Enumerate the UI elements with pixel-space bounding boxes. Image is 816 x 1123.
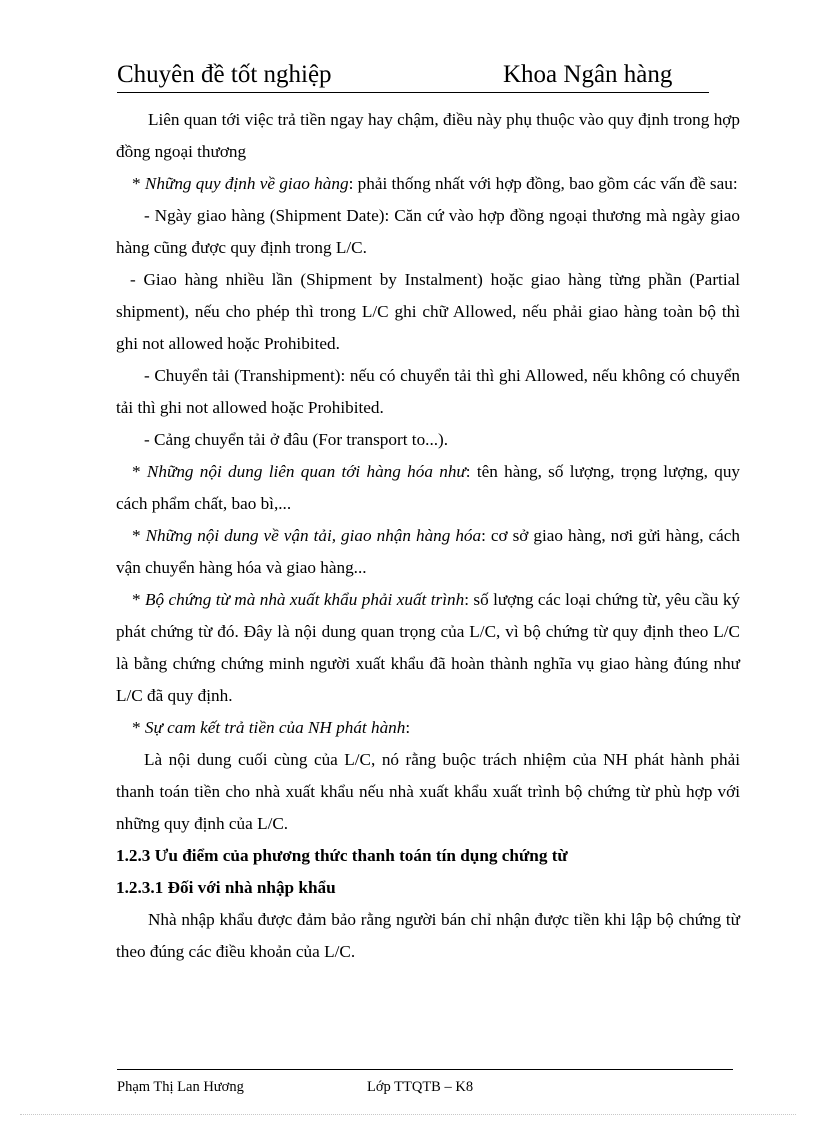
paragraph: - Chuyển tải (Transhipment): nếu có chuyển tải thì ghi Allowed, nếu không có chuyển tải thì ghi not allowed hoặc Prohibited. [116,366,740,417]
paragraph: Liên quan tới việc trả tiền ngay hay chậm, điều này phụ thuộc vào quy định trong hợp đồng ngoại thương [116,110,740,161]
document-body [116,104,740,968]
paragraph: * Những nội dung về vận tải, giao nhận hàng hóa: cơ sở giao hàng, nơi gửi hàng, cách vận chuyển hàng hóa và giao hàng... [116,526,740,577]
header-left-title: Chuyên đề tốt nghiệp [117,61,332,88]
footer-author: Phạm Thị Lan Hương [117,1079,244,1095]
footer-divider [117,1069,733,1070]
subsection-heading: 1.2.3.1 Đối với nhà nhập khẩu [116,878,336,897]
page-header [117,58,709,93]
paragraph: - Cảng chuyển tải ở đâu (For transport to...). [144,430,449,449]
header-right-title: Khoa Ngân hàng [503,61,673,88]
paragraph: - Giao hàng nhiều lần (Shipment by Instalment) hoặc giao hàng từng phần (Partial shipment), nếu cho phép thì trong L/C ghi chữ Allowed, nếu phải giao hàng toàn bộ thì ghi not allowed hoặc Prohibited. [116,270,740,353]
paragraph: * Bộ chứng từ mà nhà xuất khẩu phải xuất trình: số lượng các loại chứng từ, yêu cầu ký phát chứng từ đó. Đây là nội dung quan trọng của L/C, vì bộ chứng từ quy định theo L/C là bằng chứng chứng minh người xuất khẩu đã hoàn thành nghĩa vụ giao hàng đúng như L/C đã quy định. [116,590,741,705]
section-heading: 1.2.3 Ưu điểm của phương thức thanh toán tín dụng chứng từ [116,846,568,865]
paragraph: * Sự cam kết trả tiền của NH phát hành: [132,718,411,737]
paragraph: Nhà nhập khẩu được đảm bảo rằng người bán chỉ nhận được tiền khi lập bộ chứng từ theo đúng các điều khoản của L/C. [116,910,740,961]
page-bottom-border [20,1114,796,1115]
paragraph: Là nội dung cuối cùng của L/C, nó rằng buộc trách nhiệm của NH phát hành phải thanh toán tiền cho nhà xuất khẩu nếu nhà xuất khẩu xuất trình bộ chứng từ phù hợp với những quy định của L/C. [116,750,740,833]
paragraph: * Những nội dung liên quan tới hàng hóa như: tên hàng, số lượng, trọng lượng, quy cách phẩm chất, bao bì,... [116,462,741,513]
paragraph: * Những quy định về giao hàng: phải thống nhất với hợp đồng, bao gồm các vấn đề sau: [132,174,738,193]
footer-class: Lớp TTQTB – K8 [367,1079,474,1095]
paragraph: - Ngày giao hàng (Shipment Date): Căn cứ vào hợp đồng ngoại thương mà ngày giao hàng cũng được quy định trong L/C. [116,206,740,257]
